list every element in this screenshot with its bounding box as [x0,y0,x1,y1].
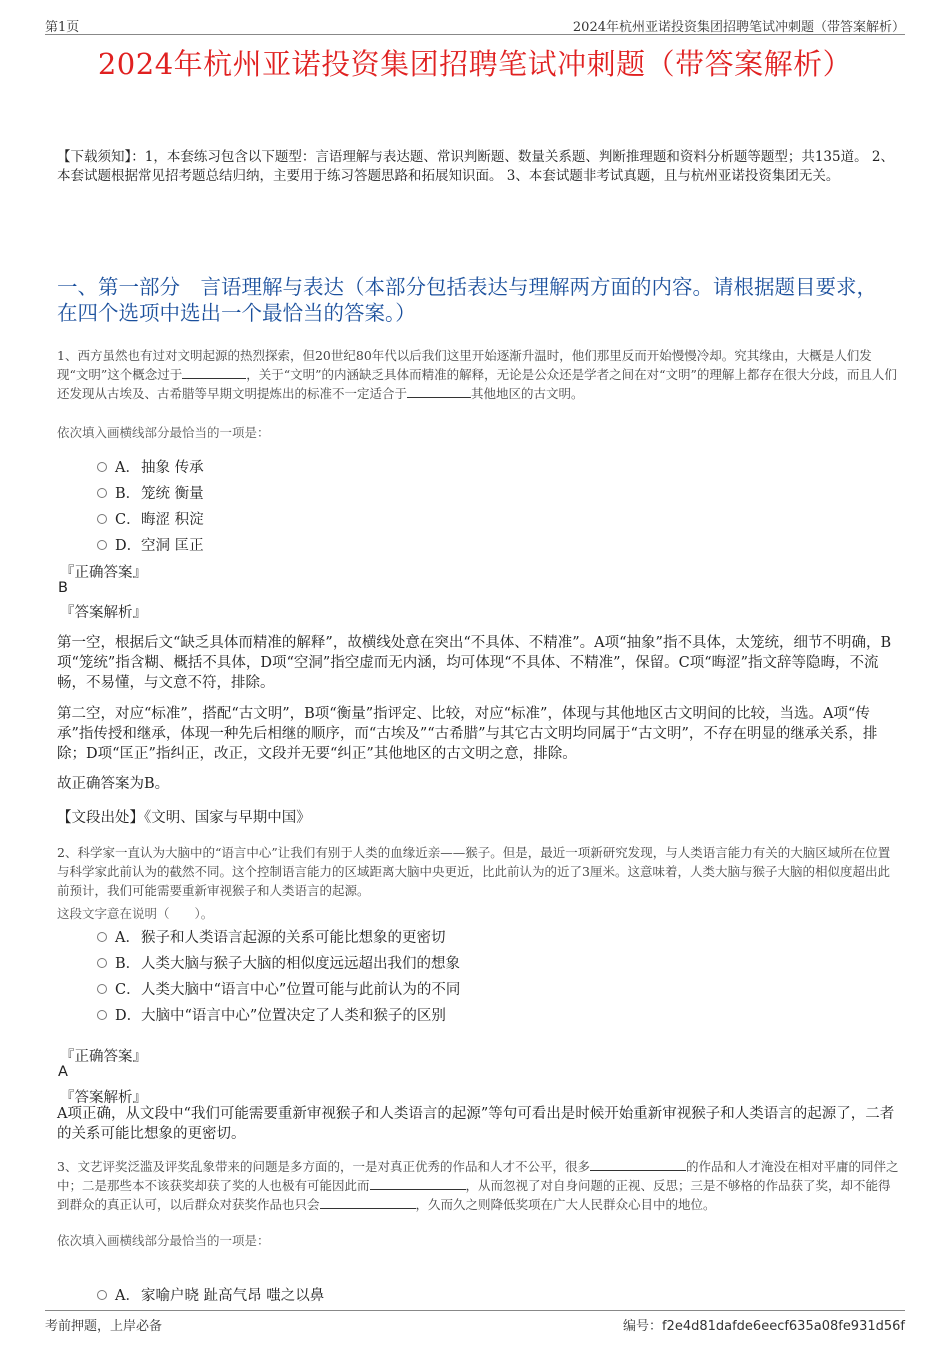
question-2-stem: 2、科学家一直认为大脑中的“语言中心”让我们有别于人类的血缘近亲——猴子。但是，最近一项新研究发现，与人类语言能力有关的大脑区域所在位置与科学家此前认为的截然不同。这个控制语言能力的区域距离大脑中央更近，比此前认为的近了3厘米。这意味着，人类大脑与猴子大脑的相似度超出此前预计，我们可能需要重新审视猴子和人类语言的起源。 [57,845,891,898]
fill-blank [320,1196,416,1209]
radio-icon[interactable] [97,540,107,550]
page-header [45,14,905,35]
radio-icon[interactable] [97,1010,107,1020]
q2-analysis-label: 『答案解析』 [60,1090,147,1106]
radio-icon[interactable] [97,462,107,472]
radio-icon[interactable] [97,932,107,942]
q1-option-b[interactable]: B．笼统 衡量 [97,482,204,502]
q2-answer: A [58,1064,68,1080]
q2-option-d[interactable]: D．大脑中“语言中心”位置决定了人类和猴子的区别 [97,1004,446,1024]
radio-icon[interactable] [97,1290,107,1300]
question-3-hint: 依次填入画横线部分最恰当的一项是： [57,1233,270,1248]
q2-option-c[interactable]: C．人类大脑中“语言中心”位置可能与此前认为的不同 [97,978,460,998]
download-notice: 【下载须知】：1，本套练习包含以下题型：言语理解与表达题、常识判断题、数量关系题、判断推理题和资料分析题等题型；共135道。 2、本套试题根据常见招考题总结归纳，主要用于练习答题思路和拓展知识面。 3、本套试题非考试真题，且与杭州亚诺投资集团无关。 [57,149,894,184]
header-doc-title: 2024年杭州亚诺投资集团招聘笔试冲刺题（带答案解析） [572,20,905,35]
footer-code: 编号：f2e4d81dafde6eecf635a08fe931d56f [622,1319,905,1334]
radio-icon[interactable] [97,488,107,498]
q1-answer: B [58,580,68,596]
q2-option-a[interactable]: A．猴子和人类语言起源的关系可能比想象的更密切 [97,926,446,946]
q1-option-c[interactable]: C．晦涩 积淀 [97,508,204,528]
page-footer [45,1310,905,1333]
q2-answer-label: 『正确答案』 [60,1049,147,1065]
fill-blank [590,1158,686,1171]
q1-option-a[interactable]: A．抽象 传承 [97,456,204,476]
q3-option-a[interactable]: A．家喻户晓 趾高气昂 嗤之以鼻 [97,1284,324,1304]
question-2-hint: 这段文字意在说明（ ）。 [57,906,214,921]
question-1-stem: 1、西方虽然也有过对文明起源的热烈探索，但20世纪80年代以后我们这里开始逐渐升温时，他们那里反而开始慢慢冷却。究其缘由，大概是人们发现“文明”这个概念过于 ，关于“文明”的内涵缺乏具体而精准的解释，无论是公众还是学者之间在对“文明”的理解上都存在很大分歧，而且人们还发现从古埃及、古希腊等早期文明提炼出的标准不一定适合于 其他地区的古文明。 [57,348,897,401]
q1-answer-label: 『正确答案』 [60,565,147,581]
q1-source: 【文段出处】《文明、国家与早期中国》 [57,810,311,826]
q1-analysis-label: 『答案解析』 [60,605,147,621]
document-title: 2024年杭州亚诺投资集团招聘笔试冲刺题（带答案解析） [97,47,853,81]
section-title: 一、第一部分 言语理解与表达（本部分包括表达与理解两方面的内容。请根据题目要求，在四个选项中选出一个最恰当的答案。） [57,275,877,325]
fill-blank [407,385,471,398]
question-1-hint: 依次填入画横线部分最恰当的一项是： [57,425,270,440]
radio-icon[interactable] [97,514,107,524]
q1-analysis-1: 第一空，根据后文“缺乏具体而精准的解释”，故横线处意在突出“不具体、不精准”。A项“抽象”指不具体，太笼统，细节不明确，B项“笼统”指含糊、概括不具体，D项“空洞”指空虚而无内涵，均可体现“不具体、不精准”，保留。C项“晦涩”指文辞等隐晦，不流畅，不易懂，与文意不符，排除。 [57,635,892,691]
q1-conclusion: 故正确答案为B。 [57,776,170,792]
q1-option-d[interactable]: D．空洞 匡正 [97,534,204,554]
q2-analysis: A项正确，从文段中“我们可能需要重新审视猴子和人类语言的起源”等句可看出是时候开始重新审视猴子和人类语言的起源了，二者的关系可能比想象的更密切。 [57,1106,895,1142]
radio-icon[interactable] [97,958,107,968]
question-3-stem: 3、文艺评奖泛滥及评奖乱象带来的问题是多方面的，一是对真正优秀的作品和人才不公平，很多 的作品和人才淹没在相对平庸的同伴之中；二是那些本不该获奖却获了奖的人也极有可能因此而 ，从而忽视了对自身问题的正视、反思；三是不够格的作品获了奖，却不能得到群众的真正认可，以后群众对获奖作品也只会 ，久而久之则降低奖项在广大人民群众心目中的地位。 [57,1159,899,1212]
q2-option-b[interactable]: B．人类大脑与猴子大脑的相似度远远超出我们的想象 [97,952,460,972]
footer-slogan: 考前押题，上岸必备 [45,1319,163,1334]
q1-analysis-2: 第二空，对应“标准”，搭配“古文明”，B项“衡量”指评定、比较，对应“标准”，体现与其他地区古文明间的比较，当选。A项“传承”指传授和继承，体现一种先后相继的顺序，而“古埃及”“古希腊”与其它古文明均同属于“古文明”，不存在明显的继承关系，排除；D项“匡正”指纠正，改正，文段并无要“纠正”其他地区的古文明之意，排除。 [57,706,878,762]
fill-blank [182,366,246,379]
fill-blank [370,1177,466,1190]
page-number: 第1页 [45,20,80,35]
radio-icon[interactable] [97,984,107,994]
